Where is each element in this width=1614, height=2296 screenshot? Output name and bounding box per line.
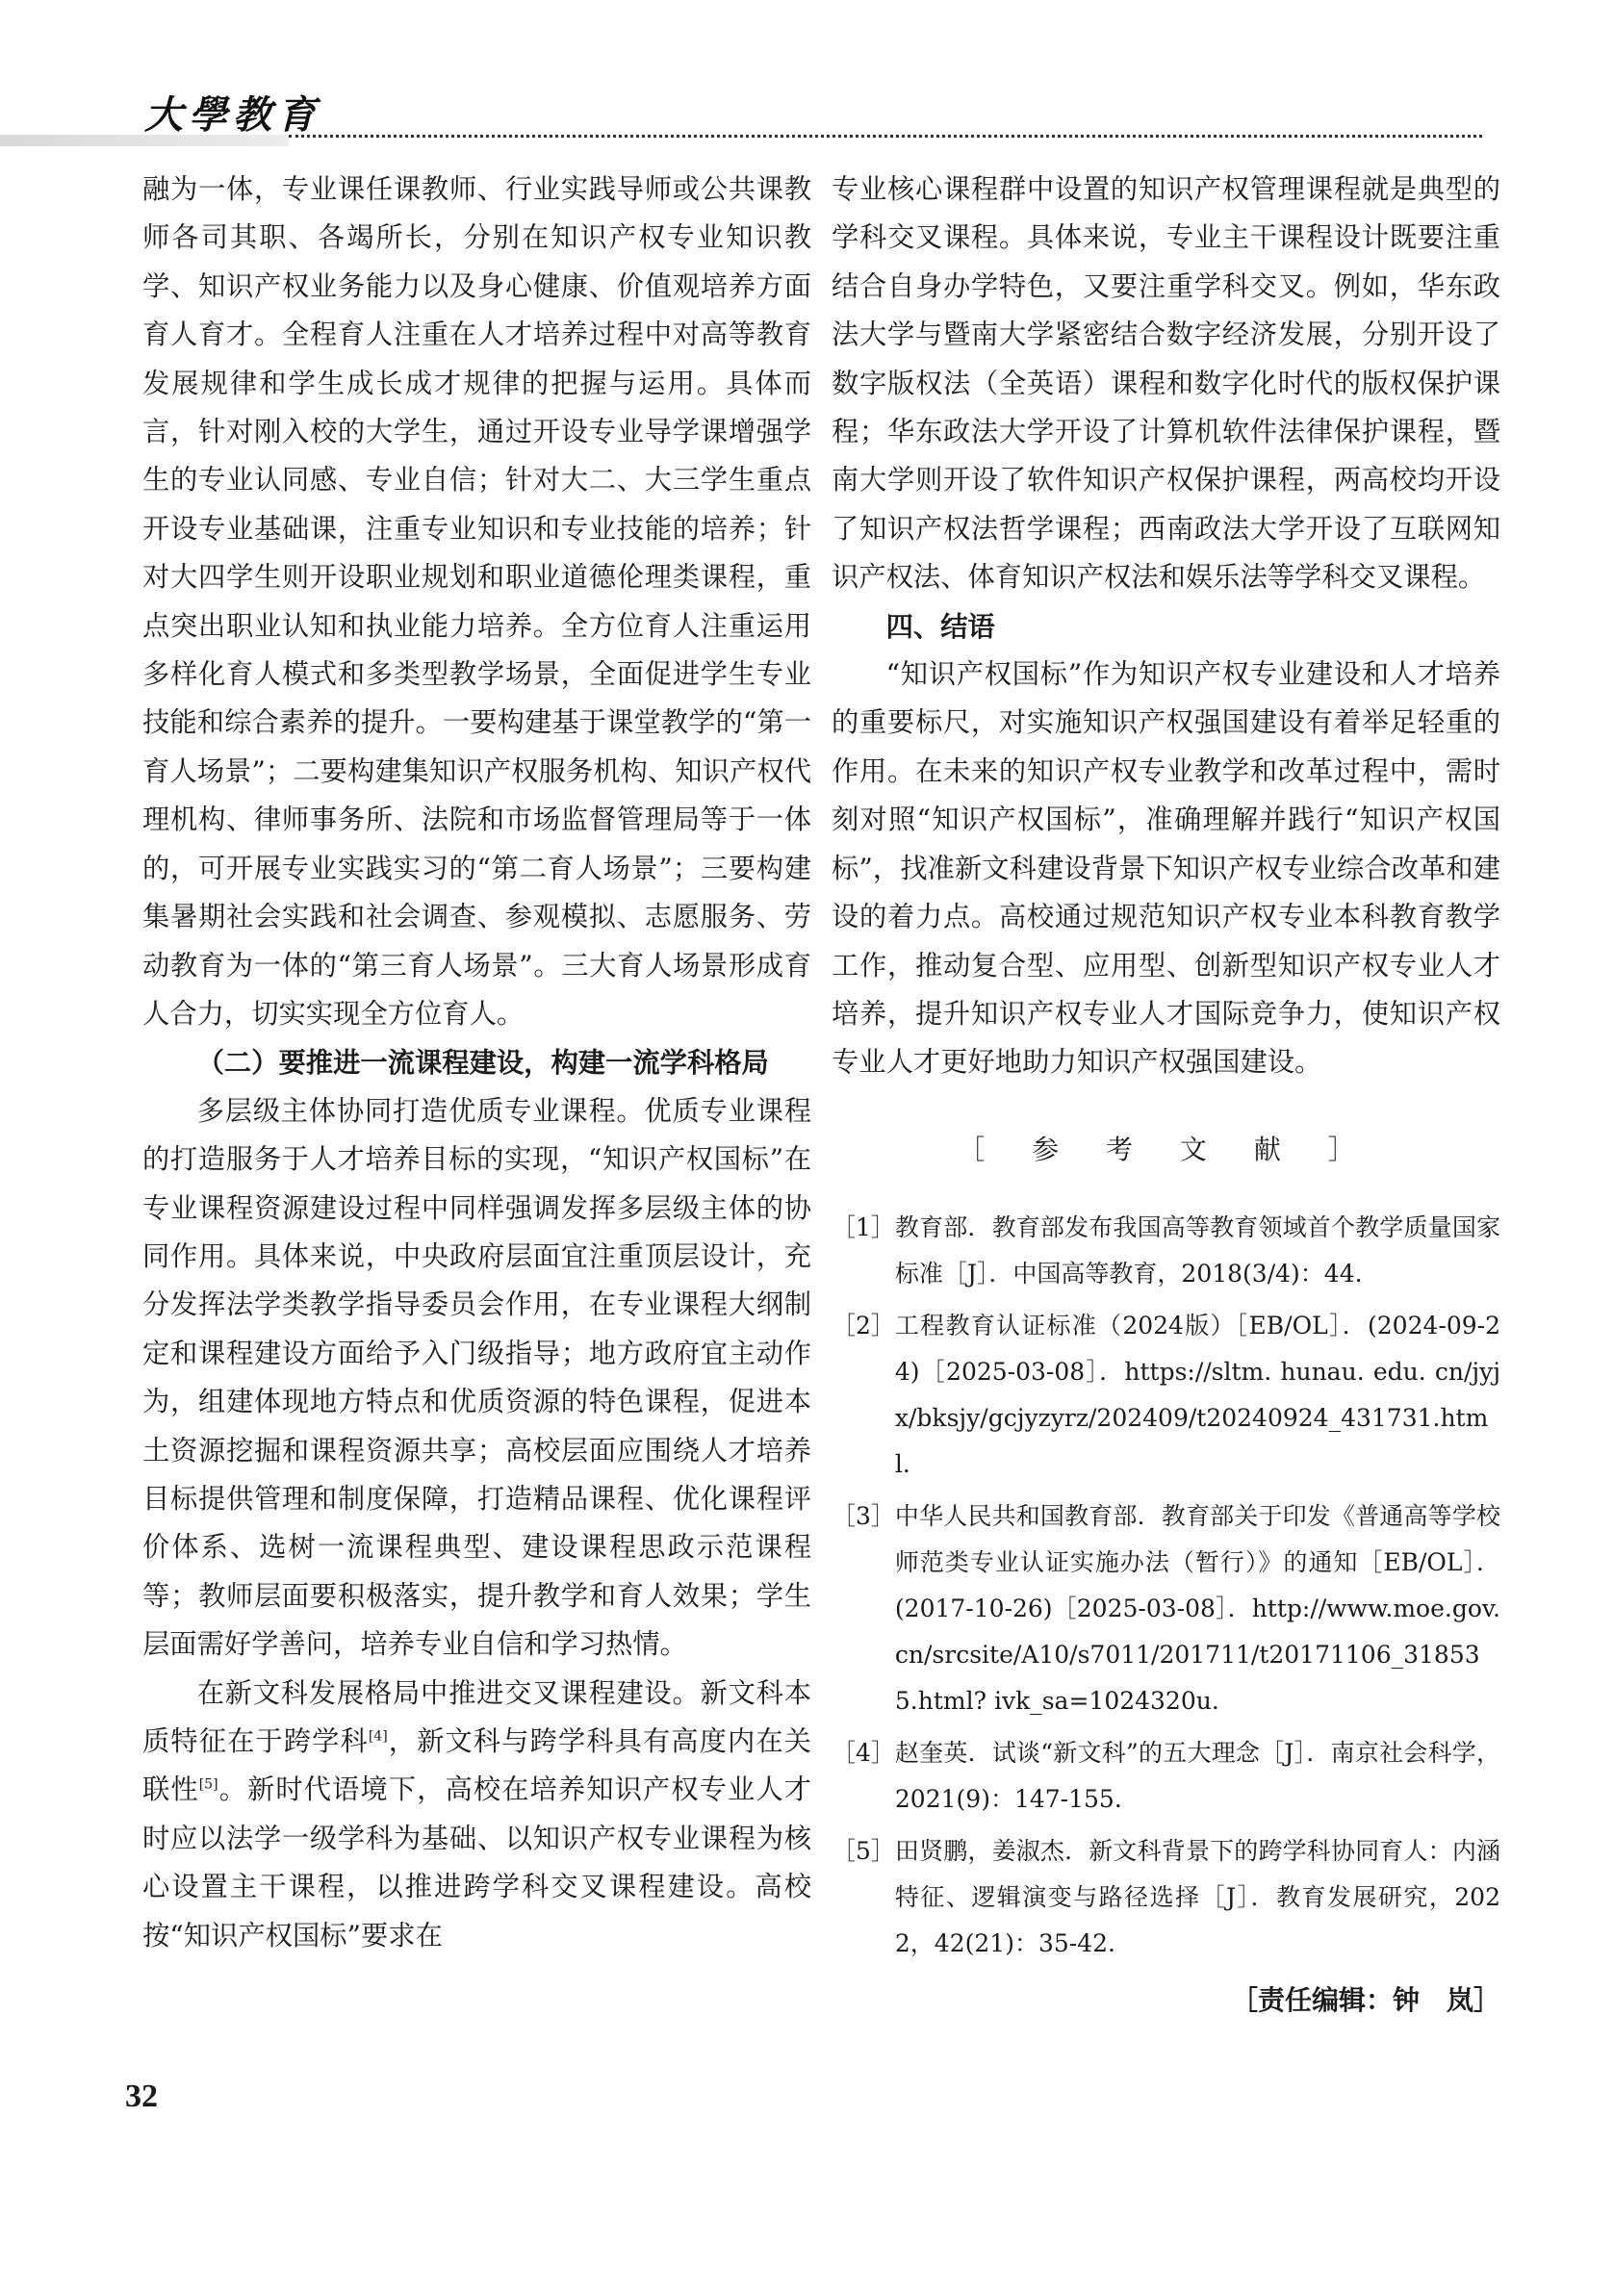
- reference-item: [832, 1205, 1500, 1297]
- reference-item: [832, 1493, 1500, 1724]
- responsible-editor: ［责任编辑：钟 岚］: [1230, 1984, 1500, 2017]
- text-run: ，新文科与跨学科具有高度内在关联性: [142, 1725, 811, 1806]
- section-title: 四、结语: [885, 609, 995, 643]
- reference-text: 教育部．教育部发布我国高等教育领域首个教学质量国家标准［J］．中国高等教育，2018(3/4)：44.: [894, 1213, 1500, 1288]
- journal-title: 大學教育: [144, 92, 321, 138]
- reference-item: [832, 1303, 1500, 1488]
- reference-number: ［2］: [832, 1312, 895, 1340]
- paragraph: 多层级主体协同打造优质专业课程。优质专业课程的打造服务于人才培养目标的实现，“知识产权国标”在专业课程资源建设过程中同样强调发挥多层级主体的协同作用。具体来说，中央政府层面宜注重顶层设计，充分发挥法学类教学指导委员会作用，在专业课程大纲制定和课程建设方面给予入门级指导；地方政府宜主动作为，组建体现地方特点和优质资源的特色课程，促进本土资源挖掘和课程资源共享；高校层面应围绕人才培养目标提供管理和制度保障，打造精品课程、优化课程评价体系、选树一流课程典型、建设课程思政示范课程等；教师层面要积极落实，提升教学和育人效果；学生层面需好学善问，培养专业自信和学习热情。: [142, 1094, 811, 1661]
- reference-number: ［1］: [832, 1213, 895, 1242]
- paragraph: 融为一体，专业课任课教师、行业实践导师或公共课教师各司其职、各竭所长，分别在知识产权专业知识教学、知识产权业务能力以及身心健康、价值观培养方面育人育才。全程育人注重在人才培养过程中对高等教育发展规律和学生成长成才规律的把握与运用。具体而言，针对刚入校的大学生，通过开设专业导学课增强学生的专业认同感、专业自信；针对大二、大三学生重点开设专业基础课，注重专业知识和专业技能的培养；针对大四学生则开设职业规划和职业道德伦理类课程，重点突出职业认知和执业能力培养。全方位育人注重运用多样化育人模式和多类型教学场景，全面促进学生专业技能和综合素养的提升。一要构建基于课堂教学的“第一育人场景”；二要构建集知识产权服务机构、知识产权代理机构、律师事务所、法院和市场监督管理局等于一体的，可开展专业实践实习的“第二育人场景”；三要构建集暑期社会实践和社会调查、参观模拟、志愿服务、劳动教育为一体的“第三育人场景”。三大育人场景形成育人合力，切实实现全方位育人。: [142, 173, 811, 1030]
- reference-number: ［5］: [832, 1837, 895, 1866]
- paragraph: [142, 1670, 811, 1960]
- paragraph: “知识产权国标”作为知识产权专业建设和人才培养的重要标尺，对实施知识产权强国建设有着举足轻重的作用。在未来的知识产权专业教学和改革过程中，需时刻对照“知识产权国标”，准确理解并践行“知识产权国标”，找准新文科建设背景下知识产权专业综合改革和建设的着力点。高校通过规范知识产权专业本科教育教学工作，推动复合型、应用型、创新型知识产权专业人才培养，提升知识产权专业人才国际竞争力，使知识产权专业人才更好地助力知识产权强国建设。: [832, 658, 1500, 1079]
- reference-text: 中华人民共和国教育部．教育部关于印发《普通高等学校师范类专业认证实施办法（暂行）》的通知［EB/OL］．(2017-10-26)［2025-03-08］．http://www.moe.gov.cn/srcsite/A10/s7011/201711/t20171106_318535.html? ivk_sa=1024320u.: [894, 1502, 1500, 1716]
- reference-list: [832, 1205, 1500, 1967]
- reference-text: 田贤鹏，姜淑杰．新文科背景下的跨学科协同育人：内涵特征、逻辑演变与路径选择［J］．教育发展研究，2022，42(21)：35-42.: [894, 1837, 1500, 1958]
- citation-mark: [4]: [368, 1728, 388, 1745]
- header-dotted-rule: [289, 135, 1482, 138]
- text-run: 在新文科发展格局中推进交叉课程建设。新文科本质特征在于跨学科: [142, 1676, 811, 1757]
- page-number: 32: [125, 2079, 158, 2114]
- reference-number: ［3］: [832, 1502, 895, 1531]
- text-run: 。新时代语境下，高校在培养知识产权专业人才时应以法学一级学科为基础、以知识产权专业课程为核心设置主干课程，以推进跨学科交叉课程建设。高校按“知识产权国标”要求在: [142, 1773, 811, 1952]
- left-column: [142, 166, 811, 1960]
- references-title: ［ 参 考 文 献 ］: [958, 1133, 1374, 1165]
- reference-text: 赵奎英．试谈“新文科”的五大理念［J］．南京社会科学，2021(9)：147-155.: [894, 1739, 1500, 1814]
- reference-item: [832, 1730, 1500, 1823]
- reference-text: 工程教育认证标准（2024版）［EB/OL］．(2024-09-24)［2025-03-08］．https://sltm. hunau. edu. cn/jyjx/bksjy/gcjyzyrz/202409/t20240924_431731.html.: [894, 1312, 1500, 1479]
- paragraph: 专业核心课程群中设置的知识产权管理课程就是典型的学科交叉课程。具体来说，专业主干课程设计既要注重结合自身办学特色，又要注重学科交叉。例如，华东政法大学与暨南大学紧密结合数字经济发展，分别开设了数字版权法（全英语）课程和数字化时代的版权保护课程；华东政法大学开设了计算机软件法律保护课程，暨南大学则开设了软件知识产权保护课程，两高校均开设了知识产权法哲学课程；西南政法大学开设了互联网知识产权法、体育知识产权法和娱乐法等学科交叉课程。: [832, 173, 1500, 594]
- right-column: [832, 166, 1500, 2026]
- reference-number: ［4］: [832, 1739, 895, 1768]
- section-subheading: （二）要推进一流课程建设，构建一流学科格局: [196, 1046, 769, 1080]
- reference-item: [832, 1828, 1500, 1967]
- citation-mark: [5]: [198, 1776, 218, 1793]
